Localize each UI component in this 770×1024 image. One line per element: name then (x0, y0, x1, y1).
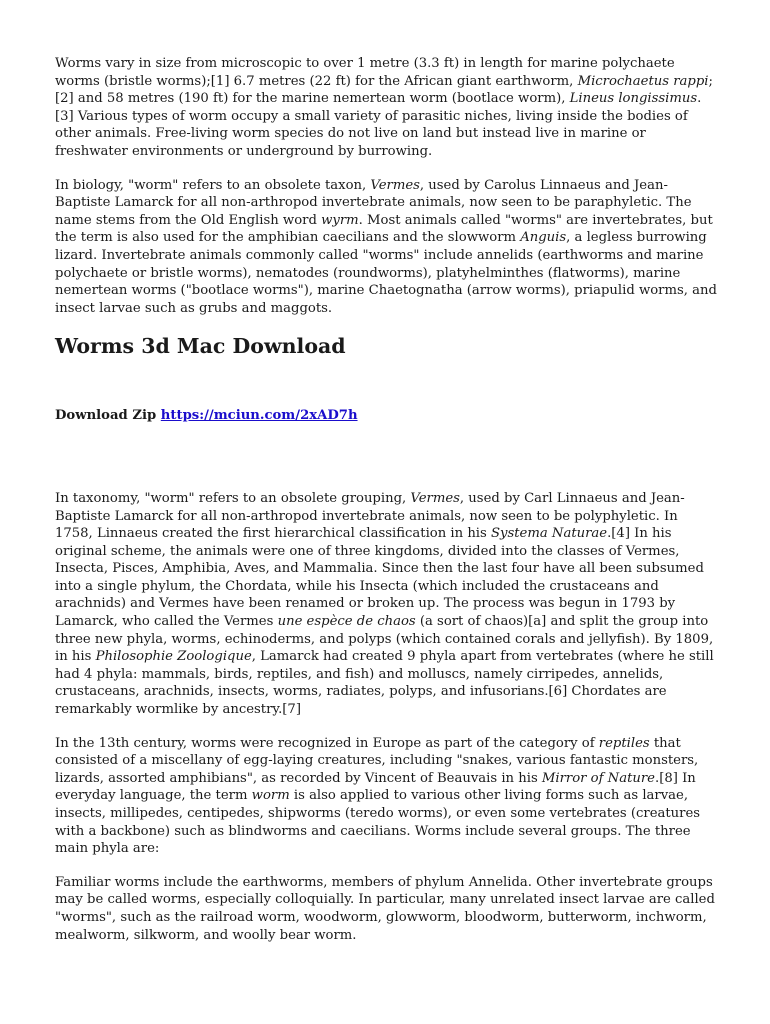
text-run: , used by Carolus Linnaeus and Jean-Baptiste Lamarck for all non-arthropod invertebrate animals, now seen to be paraphyletic. The name stems from the Old English word (55, 177, 692, 228)
paragraph-biology-definition (55, 177, 717, 318)
paragraph-worm-sizes (55, 55, 717, 161)
text-run: , a legless burrowing lizard. Invertebrate animals commonly called "worms" include annelids (earthworms and marine polychaete or bristle worms), nematodes (roundworms), platyhelminthes (flatworms), marine nemertean worms ("bootlace worms"), marine Chaetognatha (arrow worms), priapulid worms, and insect larvae such as grubs and maggots. (55, 230, 717, 316)
text-run: Worms vary in size from microscopic to over 1 metre (3.3 ft) in length for marine polychaete worms (bristle worms);[1] 6.7 metres (22 ft) for the African giant earthworm, (55, 56, 675, 89)
text-run: .[8] In everyday language, the term (55, 770, 696, 804)
text-run: .[4] In his original scheme, the animals were one of three kingdoms, divided into the classes of Vermes, Insecta, Pisces, Amphibia, Aves, and Mammalia. Since then the last four have all been subsumed into a single phylum, the Chordata, while his Insecta (which included the crustaceans and arachnids) and Vermes have been renamed or broken up. The process was begun in 1793 by Lamarck, who called the Vermes (55, 526, 704, 630)
text-run: (a sort of chaos)[a] and split the group into three new phyla, worms, echinoderms, and polyps (which contained corals and jellyfish). By 1809, in his (55, 614, 714, 665)
italic-text: une espèce de chaos (277, 614, 416, 630)
italic-text: Lineus longissimus (569, 91, 698, 107)
italic-text: worm (251, 788, 290, 804)
italic-text: Systema Naturae (491, 526, 608, 542)
download-link[interactable]: https://mciun.com/2xAD7h (160, 408, 358, 424)
text-run: Familiar worms include the earthworms, members of phylum Annelida. Other invertebrate groups may be called worms, especially colloquially. In particular, many unrelated insect larvae are called "worms", such as the railroad worm, woodworm, glowworm, bloodworm, butterworm, inchworm, mealworm, silkworm, and woolly bear worm. (55, 874, 715, 943)
document-page (55, 55, 717, 944)
paragraph-familiar-worms (55, 874, 717, 944)
text-run: , Lamarck had created 9 phyla apart from vertebrates (where he still had 4 phyla: mammals, birds, reptiles, and fish) and molluscs, namely cirripedes, annelids, crustaceans, arachnids, insects, worms, radiates, polyps, and infusorians.[6] Chordates are remarkably wormlike by ancestry.[7] (55, 649, 714, 718)
text-run: In the 13th century, worms were recognized in Europe as part of the category of (55, 735, 599, 751)
italic-text: Vermes (410, 490, 460, 506)
paragraph-taxonomy (55, 490, 717, 719)
italic-text: Microchaetus rappi (577, 73, 709, 89)
italic-text: Mirror of Nature (541, 770, 655, 786)
text-run: ;[2] and 58 metres (190 ft) for the marine nemertean worm (bootlace worm), (55, 73, 713, 107)
italic-text: Vermes (370, 177, 420, 193)
text-run: . Most animals called "worms" are invertebrates, but the term is also used for the amphibian caecilians and the slowworm (55, 212, 713, 246)
paragraph-13th-century (55, 735, 717, 858)
download-label: Download Zip (55, 408, 161, 424)
text-run: that consisted of a miscellany of egg-laying creatures, including "snakes, various fantastic monsters, lizards, assorted amphibians", as recorded by Vincent of Beauvais in his (55, 735, 699, 786)
text-run: .[3] Various types of worm occupy a small variety of parasitic niches, living inside the bodies of other animals. Free-living worm species do not live on land but instead live in marine or freshwater environments or underground by burrowing. (55, 91, 702, 159)
italic-text: Anguis (520, 230, 567, 246)
italic-text: Philosophie Zoologique (95, 649, 252, 665)
page-heading: Worms 3d Mac Download (55, 334, 346, 359)
italic-text: reptiles (598, 735, 650, 751)
text-run: is also applied to various other living forms such as larvae, insects, millipedes, centipedes, shipworms (teredo worms), or even some vertebrates (creatures with a backbone) such as blindworms and caecilians. Worms include several groups. The three main phyla are: (55, 788, 701, 857)
italic-text: wyrm (321, 212, 359, 228)
text-run: In biology, "worm" refers to an obsolete taxon, (55, 177, 371, 193)
download-line (55, 407, 717, 425)
text-run: In taxonomy, "worm" refers to an obsolete grouping, (55, 490, 411, 506)
text-run: , used by Carl Linnaeus and Jean-Baptiste Lamarck for all non-arthropod invertebrate animals, now seen to be polyphyletic. In 1758, Linnaeus created the first hierarchical classification in his (55, 490, 685, 542)
